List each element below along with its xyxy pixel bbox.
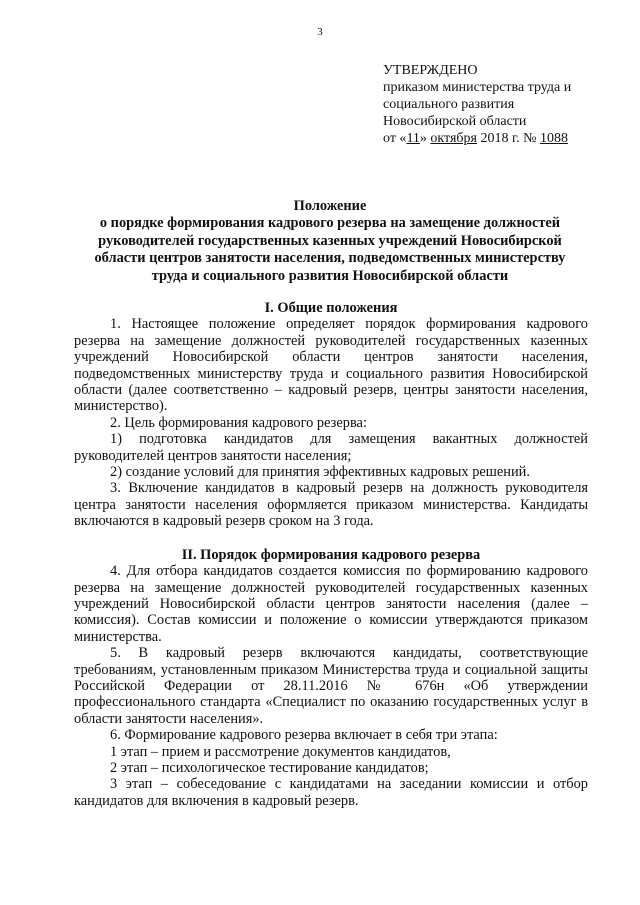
paragraph: 1 этап – прием и рассмотрение документов кандидатов, [110,743,451,760]
page-number: 3 [317,26,323,38]
paragraph: 1) подготовка кандидатов для замещения вакантных должностей руководителей центров занятости населения; [74,431,588,464]
paragraph: 3. Включение кандидатов в кадровый резерв на должность руководителя центра занятости населения оформляется приказом министерства. Кандидаты включаются в кадровый резерв сроком на 3 года. [74,480,588,530]
section-heading: II. Порядок формирования кадрового резерва [181,546,481,563]
paragraph: 1. Настоящее положение определяет порядок формирования кадрового резерва на замещение должностей руководителей государственных казенных учреждений Новосибирской области центров занятости населения, подведомственных министерству труда и социального развития Новосибирской области (далее соответственно – кадровый резерв, центры занятости населения, министерство). [74,316,588,415]
section-gap [74,530,588,547]
title-line: Положение [293,198,367,214]
paragraph: 2 этап – психологическое тестирование кандидатов; [110,759,429,776]
approval-date [383,130,571,147]
order-number: 1088 [540,131,569,146]
title-line: руководителей государственных казенных учреждений Новосибирской [98,232,562,249]
paragraph: 2) создание условий для принятия эффективных кадровых решений. [110,464,530,481]
approval-line: социального развития [383,97,515,112]
document-body [74,300,588,809]
paragraph: 6. Формирование кадрового резерва включает в себя три этапа: [110,727,498,744]
date-mid: » [419,131,431,146]
title-line: о порядке формирования кадрового резерва на замещение должностей [99,215,561,232]
section-heading: I. Общие положения [264,300,398,316]
paragraph: 3 этап – собеседование с кандидатами на заседании комиссии и отбор кандидатов для включения в кадровый резерв. [74,776,588,809]
approval-stamp [383,62,571,147]
date-day: 11 [406,131,420,146]
title-line: области центров занятости населения, подведомственных министерству [94,250,566,267]
paragraph: 4. Для отбора кандидатов создается комиссия по формированию кадрового резерва на замещение должностей руководителей государственных казенных учреждений Новосибирской области центров занятости населения (далее – комиссия). Состав комиссии и положение о комиссии утверждаются приказом министерства. [74,563,588,645]
approval-title: УТВЕРЖДЕНО [383,63,478,78]
date-month: октября [430,131,477,146]
approval-line: приказом министерства труда и [383,80,572,95]
document-title [70,198,590,285]
approval-line: Новосибирской области [383,114,527,129]
date-year: 2018 г. № [476,131,541,146]
title-line: труда и социального развития Новосибирской области [151,267,509,284]
paragraph: 5. В кадровый резерв включаются кандидаты, соответствующие требованиям, установленным приказом Министерства труда и социальной защиты Российской Федерации от 28.11.2016 № 676н «Об утверждении профессионального стандарта «Специалист по оказанию государственных услуг в области занятости населения». [74,645,588,727]
date-prefix: от « [383,131,407,146]
paragraph: 2. Цель формирования кадрового резерва: [110,414,367,431]
